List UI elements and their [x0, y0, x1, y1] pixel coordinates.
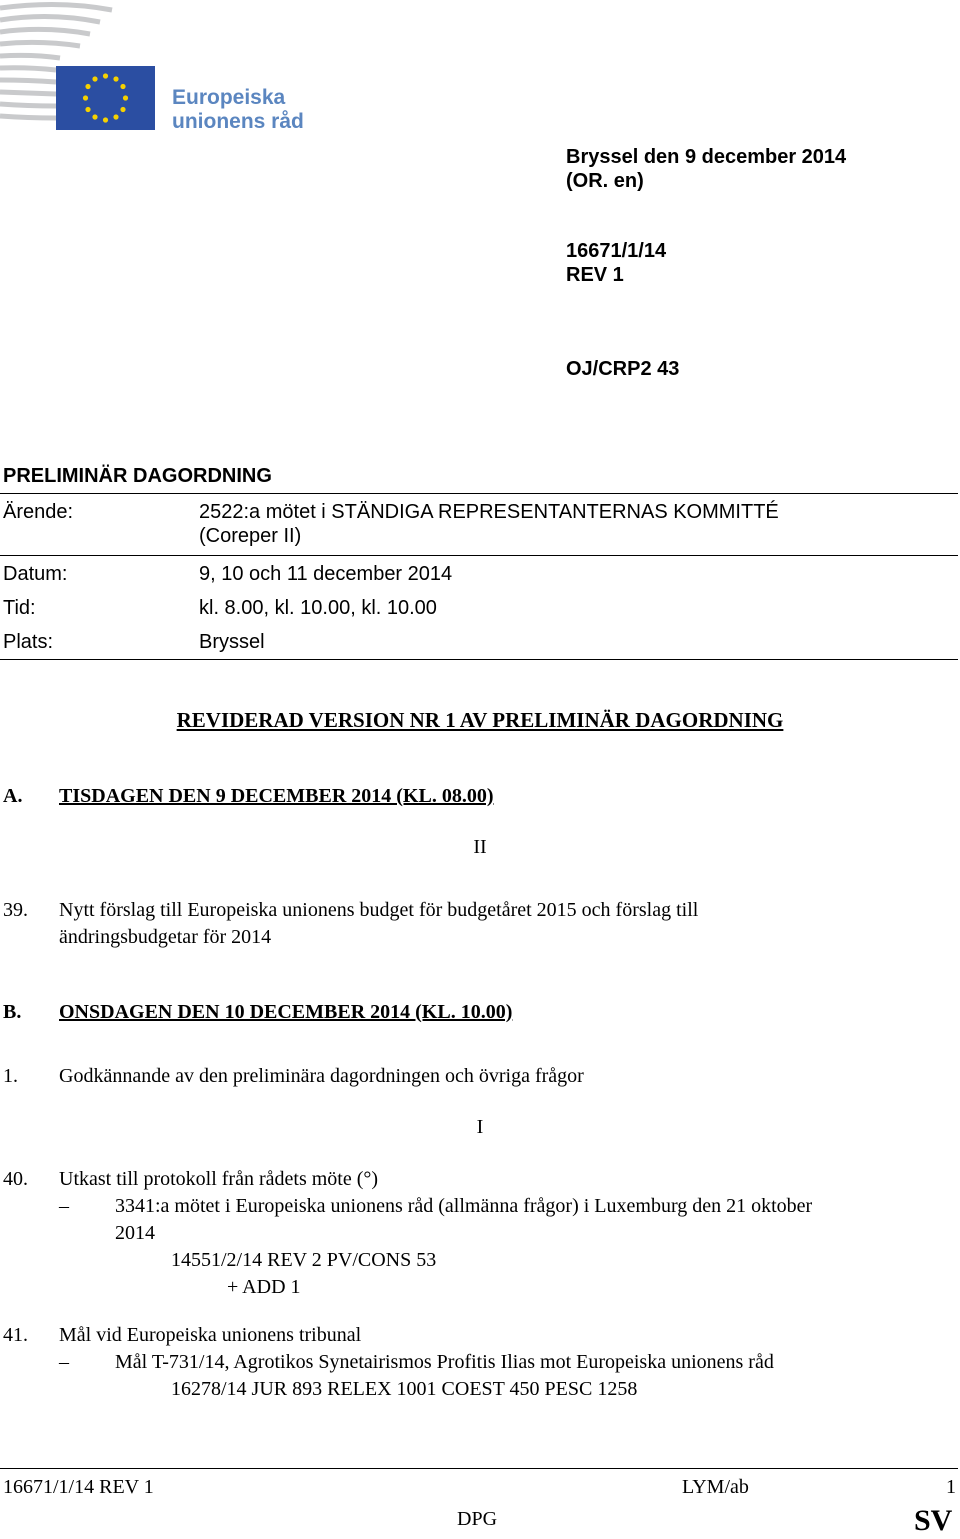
- council-name: [172, 86, 304, 134]
- subject-value: [199, 500, 779, 548]
- divider: [0, 555, 958, 556]
- item-40-subitem: [115, 1193, 955, 1247]
- document-number: 16671/1/14: [566, 240, 667, 262]
- subject-value-line2: (Coreper II): [199, 525, 302, 547]
- original-language: (OR. en): [566, 170, 644, 192]
- item-40-text: Utkast till protokoll från rådets möte (°): [59, 1168, 379, 1190]
- item-39-line2: ändringsbudgetar för 2014: [59, 926, 272, 948]
- section-a-label: A.: [3, 785, 23, 807]
- divider: [0, 659, 958, 660]
- footer-page-number: 1: [946, 1476, 956, 1498]
- divider: [0, 493, 958, 494]
- item-39-line1: Nytt förslag till Europeiska unionens budget för budgetåret 2015 och förslag till: [59, 899, 699, 921]
- date-value: 9, 10 och 11 december 2014: [199, 563, 453, 585]
- footer-divider: [0, 1468, 958, 1469]
- agenda-title: PRELIMINÄR DAGORDNING: [3, 465, 272, 487]
- oj-reference: OJ/CRP2 43: [566, 358, 680, 380]
- item-40-reference: 14551/2/14 REV 2 PV/CONS 53: [171, 1249, 437, 1271]
- council-name-line1: Europeiska: [172, 86, 286, 109]
- item-41-subitem: Mål T-731/14, Agrotikos Synetairismos Profitis Ilias mot Europeiska unionens råd: [115, 1351, 774, 1373]
- item-41-text: Mål vid Europeiska unionens tribunal: [59, 1324, 362, 1346]
- date-label: Datum:: [3, 563, 68, 585]
- time-value: kl. 8.00, kl. 10.00, kl. 10.00: [199, 597, 437, 619]
- footer-department: DPG: [457, 1508, 498, 1530]
- subject-label: Ärende:: [3, 501, 74, 523]
- council-emblem-icon: [0, 0, 160, 140]
- section-b-title: ONSDAGEN DEN 10 DECEMBER 2014 (KL. 10.00): [59, 1001, 513, 1023]
- part-i: I: [476, 1116, 484, 1138]
- footer-initials: LYM/ab: [682, 1476, 749, 1498]
- place-label: Plats:: [3, 631, 54, 653]
- item-39-number: 39.: [3, 899, 28, 921]
- section-a-heading: [3, 785, 493, 808]
- time-label: Tid:: [3, 597, 36, 619]
- document-revision: REV 1: [566, 264, 624, 286]
- subject-value-line1: 2522:a mötet i STÄNDIGA REPRESENTANTERNAS KOMMITTÉ: [199, 501, 779, 523]
- part-ii: II: [473, 836, 487, 858]
- section-a-title: TISDAGEN DEN 9 DECEMBER 2014 (KL. 08.00): [59, 785, 494, 807]
- item-1-number: 1.: [3, 1065, 18, 1087]
- item-39-text: [59, 897, 698, 951]
- footer-language: SV: [914, 1504, 953, 1537]
- footer-doc-ref: 16671/1/14 REV 1: [3, 1476, 154, 1498]
- item-40-subitem-line2: 2014: [115, 1222, 155, 1244]
- item-1-text: Godkännande av den preliminära dagordningen och övriga frågor: [59, 1065, 584, 1087]
- section-b-heading: [3, 1001, 512, 1024]
- item-41-number: 41.: [3, 1324, 28, 1346]
- section-b-label: B.: [3, 1001, 22, 1023]
- item-40-number: 40.: [3, 1168, 28, 1190]
- item-41-reference: 16278/14 JUR 893 RELEX 1001 COEST 450 PESC 1258: [171, 1378, 638, 1400]
- item-40-dash: –: [59, 1195, 69, 1217]
- revised-agenda-title: REVIDERAD VERSION NR 1 AV PRELIMINÄR DAGORDNING: [176, 708, 784, 732]
- item-40-subitem-line1: 3341:a mötet i Europeiska unionens råd (allmänna frågor) i Luxemburg den 21 oktober: [115, 1195, 813, 1217]
- item-40-addendum: + ADD 1: [227, 1276, 301, 1298]
- place-value: Bryssel: [199, 631, 265, 653]
- council-name-line2: unionens råd: [172, 110, 304, 133]
- place-date: Bryssel den 9 december 2014: [566, 146, 847, 168]
- item-41-dash: –: [59, 1351, 69, 1373]
